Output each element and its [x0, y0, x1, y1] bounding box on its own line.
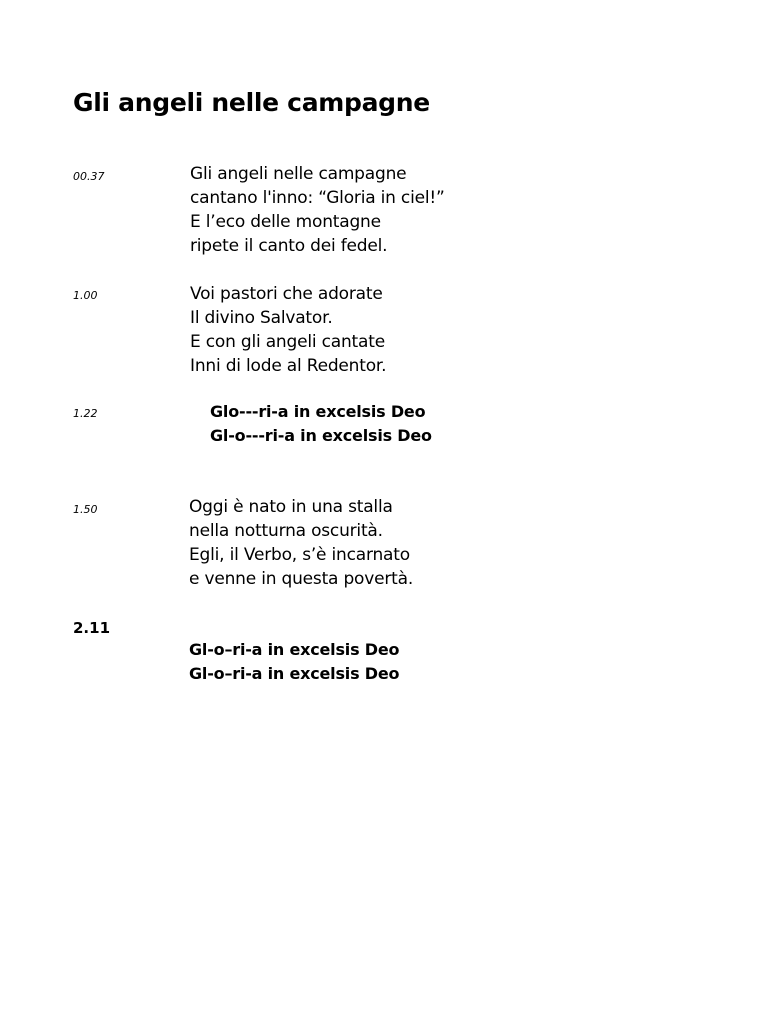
verse-line: Egli, il Verbo, s’è incarnato [189, 545, 410, 565]
verse-line: Il divino Salvator. [190, 308, 333, 328]
verse-line: Oggi è nato in una stalla [189, 497, 393, 517]
verse-line: cantano l'inno: “Gloria in ciel!” [190, 188, 445, 208]
section-timestamp: 2.11 [73, 619, 111, 637]
verse-block [190, 282, 386, 378]
refrain-block [189, 638, 399, 686]
page-title: Gli angeli nelle campagne [73, 88, 430, 117]
section-timestamp: 1.22 [73, 407, 98, 420]
verse-line: Gli angeli nelle campagne [190, 164, 407, 184]
section-timestamp: 1.50 [73, 503, 98, 516]
verse-block [190, 162, 445, 258]
verse-line: E con gli angeli cantate [190, 332, 385, 352]
verse-line: e venne in questa povertà. [189, 569, 414, 589]
verse-line: nella notturna oscurità. [189, 521, 383, 541]
refrain-line: Gl-o---ri-a in excelsis Deo [210, 426, 432, 445]
refrain-line: Glo---ri-a in excelsis Deo [210, 402, 426, 421]
verse-line: E l’eco delle montagne [190, 212, 381, 232]
verse-line: Inni di lode al Redentor. [190, 356, 387, 376]
verse-block [189, 495, 413, 591]
section-timestamp: 00.37 [73, 170, 105, 183]
refrain-block [210, 400, 432, 448]
verse-line: Voi pastori che adorate [190, 284, 383, 304]
section-timestamp: 1.00 [73, 289, 98, 302]
verse-line: ripete il canto dei fedel. [190, 236, 388, 256]
refrain-line: Gl-o–ri-a in excelsis Deo [189, 640, 400, 659]
refrain-line: Gl-o–ri-a in excelsis Deo [189, 664, 400, 683]
